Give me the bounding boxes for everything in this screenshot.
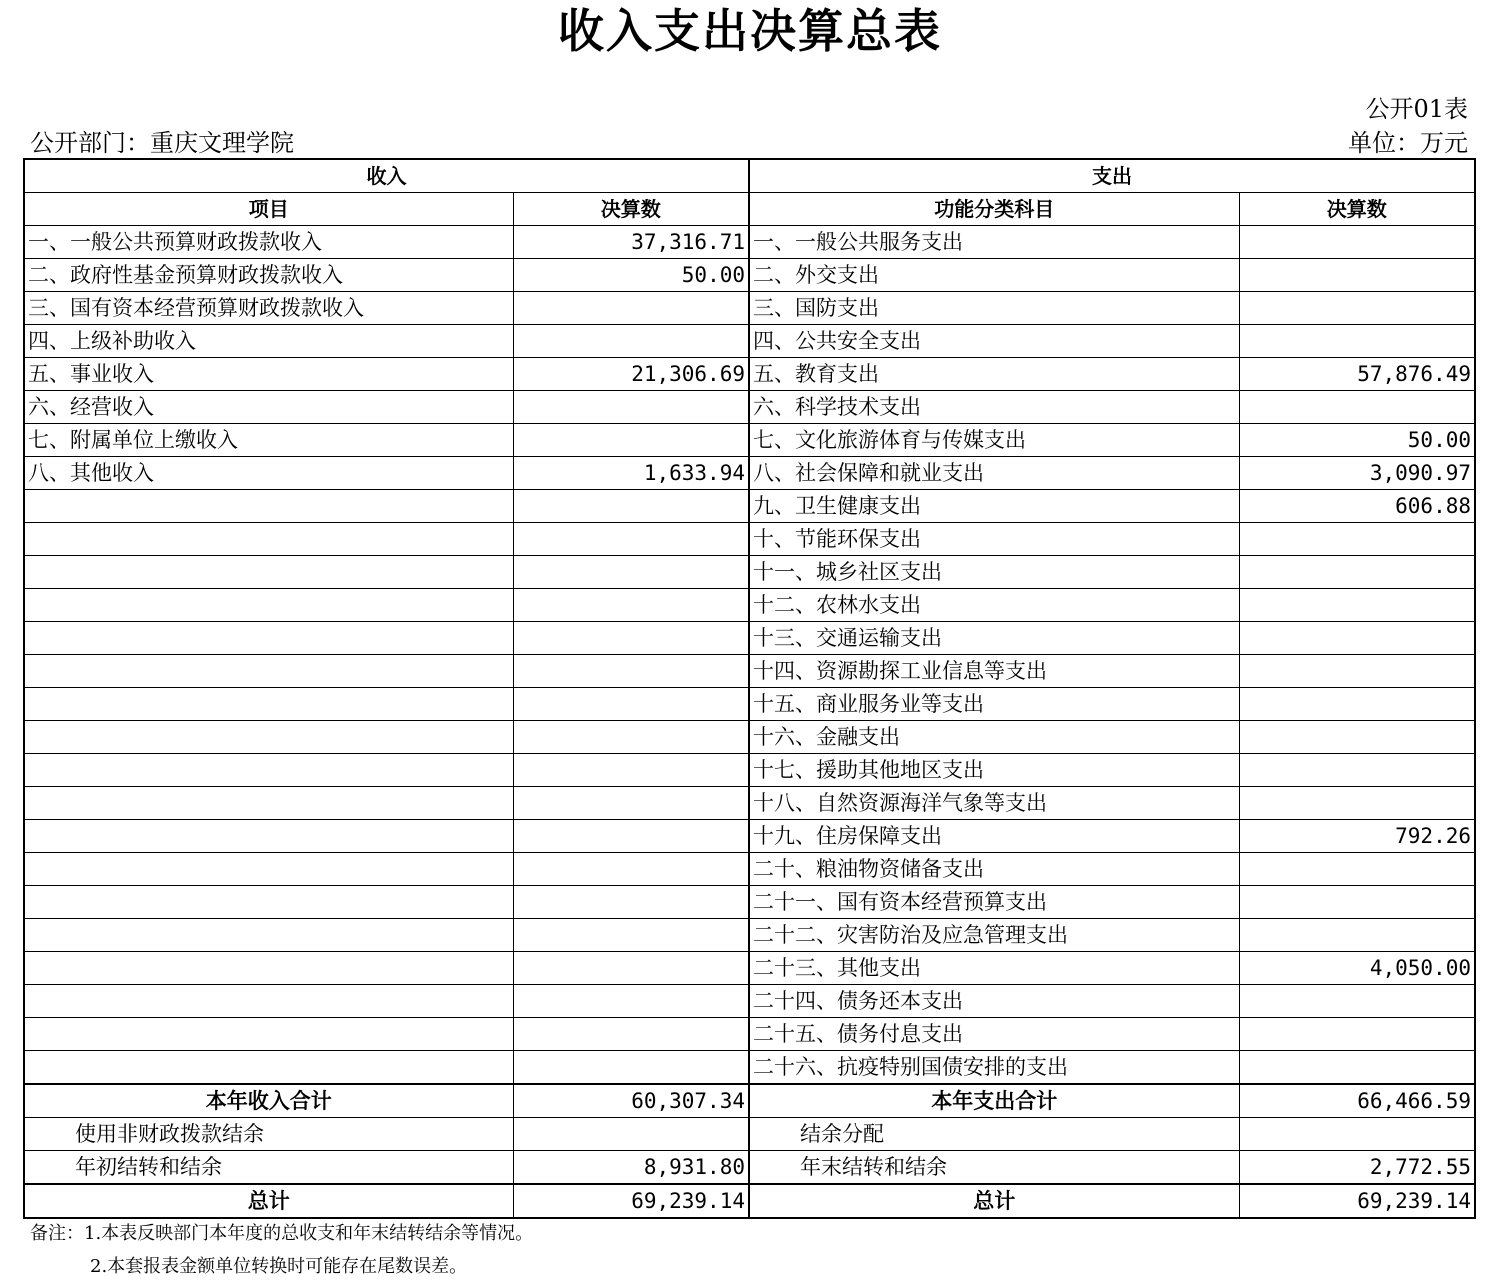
expense-total-value: 66,466.59 [1239,1084,1475,1118]
table-row [24,1018,1475,1051]
header-income-item: 项目 [24,193,513,226]
nonfiscal-balance-value [513,1118,749,1151]
income-item-cell [24,523,513,556]
expense-amount-cell [1239,787,1475,820]
income-amount-cell [513,952,749,985]
table-row [24,985,1475,1018]
expense-amount-cell [1239,886,1475,919]
expense-item-cell: 二十六、抗疫特别国债安排的支出 [749,1051,1239,1085]
income-item-cell [24,1051,513,1085]
expense-amount-cell [1239,259,1475,292]
income-amount-cell [513,985,749,1018]
income-amount-cell [513,688,749,721]
table-row [24,259,1475,292]
expense-amount-cell [1239,226,1475,259]
income-item-cell: 二、政府性基金预算财政拨款收入 [24,259,513,292]
table-row [24,919,1475,952]
expense-item-cell: 五、教育支出 [749,358,1239,391]
income-item-cell: 六、经营收入 [24,391,513,424]
expense-item-cell: 七、文化旅游体育与传媒支出 [749,424,1239,457]
table-row [24,886,1475,919]
expense-item-cell: 十三、交通运输支出 [749,622,1239,655]
expense-amount-cell [1239,391,1475,424]
unit-label: 单位：万元 [1348,129,1468,157]
expense-amount-cell [1239,589,1475,622]
income-amount-cell [513,622,749,655]
expense-amount-cell [1239,754,1475,787]
page-title: 收入支出决算总表 [558,4,942,58]
income-amount-cell [513,325,749,358]
income-item-cell [24,754,513,787]
income-amount-cell [513,556,749,589]
table-row [24,490,1475,523]
expense-item-cell: 十七、援助其他地区支出 [749,754,1239,787]
expense-amount-cell [1239,985,1475,1018]
end-carryover-value: 2,772.55 [1239,1151,1475,1185]
income-amount-cell [513,1051,749,1085]
header-expense-item: 功能分类科目 [749,193,1239,226]
table-row [24,556,1475,589]
expense-item-cell: 十五、商业服务业等支出 [749,688,1239,721]
expense-amount-cell [1239,292,1475,325]
expense-item-cell: 八、社会保障和就业支出 [749,457,1239,490]
begin-carryover-value: 8,931.80 [513,1151,749,1185]
table-row [24,424,1475,457]
income-item-cell: 七、附属单位上缴收入 [24,424,513,457]
expense-item-cell: 三、国防支出 [749,292,1239,325]
expense-item-cell: 四、公共安全支出 [749,325,1239,358]
table-row [24,1051,1475,1085]
income-amount-cell [513,292,749,325]
expense-amount-cell [1239,919,1475,952]
table-row [24,688,1475,721]
expense-item-cell: 十八、自然资源海洋气象等支出 [749,787,1239,820]
expense-item-cell: 十九、住房保障支出 [749,820,1239,853]
income-amount-cell [513,721,749,754]
income-item-cell [24,1018,513,1051]
expense-item-cell: 一、一般公共服务支出 [749,226,1239,259]
income-amount-cell [513,886,749,919]
surplus-distribution-label: 结余分配 [749,1118,1239,1151]
table-row [24,391,1475,424]
income-amount-cell [513,391,749,424]
table-row [24,622,1475,655]
income-amount-cell [513,919,749,952]
department-label: 公开部门：重庆文理学院 [30,129,294,157]
income-amount-cell [513,655,749,688]
income-amount-cell: 37,316.71 [513,226,749,259]
expense-item-cell: 二十五、债务付息支出 [749,1018,1239,1051]
end-carryover-label: 年末结转和结余 [749,1151,1239,1185]
expense-amount-cell: 57,876.49 [1239,358,1475,391]
form-code: 公开01表 [1365,95,1468,123]
income-item-cell [24,919,513,952]
column-header-row [24,193,1475,226]
expense-item-cell: 十、节能环保支出 [749,523,1239,556]
income-total-label: 本年收入合计 [24,1084,513,1118]
income-amount-cell [513,1018,749,1051]
income-amount-cell: 50.00 [513,259,749,292]
table-row [24,457,1475,490]
grand-total-income-value: 69,239.14 [513,1184,749,1218]
expense-item-cell: 十一、城乡社区支出 [749,556,1239,589]
expense-amount-cell [1239,853,1475,886]
income-item-cell [24,655,513,688]
income-amount-cell [513,853,749,886]
expense-amount-cell [1239,721,1475,754]
expense-amount-cell: 792.26 [1239,820,1475,853]
expense-amount-cell: 606.88 [1239,490,1475,523]
table-row [24,721,1475,754]
table-row [24,292,1475,325]
income-item-cell: 一、一般公共预算财政拨款收入 [24,226,513,259]
expense-amount-cell [1239,523,1475,556]
income-item-cell [24,952,513,985]
budget-table [23,158,1476,1219]
table-row [24,589,1475,622]
expense-amount-cell [1239,622,1475,655]
balance-row [24,1118,1475,1151]
expense-amount-cell: 50.00 [1239,424,1475,457]
income-item-cell [24,721,513,754]
grand-total-row [24,1184,1475,1218]
year-total-row [24,1084,1475,1118]
table-row [24,358,1475,391]
nonfiscal-balance-label: 使用非财政拨款结余 [24,1118,513,1151]
income-item-cell: 四、上级补助收入 [24,325,513,358]
section-header-row [24,159,1475,193]
table-row [24,325,1475,358]
table-row [24,226,1475,259]
expense-item-cell: 二十、粮油物资储备支出 [749,853,1239,886]
income-item-cell: 三、国有资本经营预算财政拨款收入 [24,292,513,325]
section-income: 收入 [24,159,749,193]
table-row [24,952,1475,985]
income-item-cell [24,490,513,523]
income-item-cell [24,556,513,589]
table-row [24,523,1475,556]
begin-carryover-label: 年初结转和结余 [24,1151,513,1185]
table-row [24,853,1475,886]
income-item-cell [24,688,513,721]
expense-item-cell: 二十三、其他支出 [749,952,1239,985]
income-item-cell [24,820,513,853]
income-item-cell [24,853,513,886]
expense-item-cell: 六、科学技术支出 [749,391,1239,424]
income-amount-cell [513,523,749,556]
income-item-cell [24,787,513,820]
expense-total-label: 本年支出合计 [749,1084,1239,1118]
header-expense-amount: 决算数 [1239,193,1475,226]
note-line-2: 2.本套报表金额单位转换时可能存在尾数误差。 [90,1256,468,1277]
table-row [24,655,1475,688]
income-amount-cell [513,589,749,622]
income-item-cell: 八、其他收入 [24,457,513,490]
expense-item-cell: 二十二、灾害防治及应急管理支出 [749,919,1239,952]
expense-amount-cell [1239,688,1475,721]
grand-total-income-label: 总计 [24,1184,513,1218]
income-item-cell [24,589,513,622]
expense-item-cell: 十六、金融支出 [749,721,1239,754]
expense-item-cell: 二十四、债务还本支出 [749,985,1239,1018]
expense-item-cell: 九、卫生健康支出 [749,490,1239,523]
expense-amount-cell [1239,325,1475,358]
expense-amount-cell [1239,1051,1475,1085]
grand-total-expense-label: 总计 [749,1184,1239,1218]
section-expense: 支出 [749,159,1475,193]
income-item-cell [24,622,513,655]
income-amount-cell: 21,306.69 [513,358,749,391]
income-amount-cell: 1,633.94 [513,457,749,490]
expense-amount-cell [1239,655,1475,688]
expense-amount-cell [1239,556,1475,589]
table-row [24,754,1475,787]
income-amount-cell [513,754,749,787]
expense-amount-cell: 3,090.97 [1239,457,1475,490]
carryover-row [24,1151,1475,1185]
table-row [24,820,1475,853]
note-line-1: 备注：1.本表反映部门本年度的总收支和年末结转结余等情况。 [30,1223,534,1244]
expense-item-cell: 二、外交支出 [749,259,1239,292]
income-amount-cell [513,820,749,853]
income-total-value: 60,307.34 [513,1084,749,1118]
expense-amount-cell [1239,1018,1475,1051]
income-item-cell: 五、事业收入 [24,358,513,391]
expense-item-cell: 二十一、国有资本经营预算支出 [749,886,1239,919]
income-amount-cell [513,787,749,820]
expense-item-cell: 十四、资源勘探工业信息等支出 [749,655,1239,688]
expense-item-cell: 十二、农林水支出 [749,589,1239,622]
income-item-cell [24,886,513,919]
income-amount-cell [513,424,749,457]
income-item-cell [24,985,513,1018]
grand-total-expense-value: 69,239.14 [1239,1184,1475,1218]
expense-amount-cell: 4,050.00 [1239,952,1475,985]
surplus-distribution-value [1239,1118,1475,1151]
table-row [24,787,1475,820]
income-amount-cell [513,490,749,523]
header-income-amount: 决算数 [513,193,749,226]
